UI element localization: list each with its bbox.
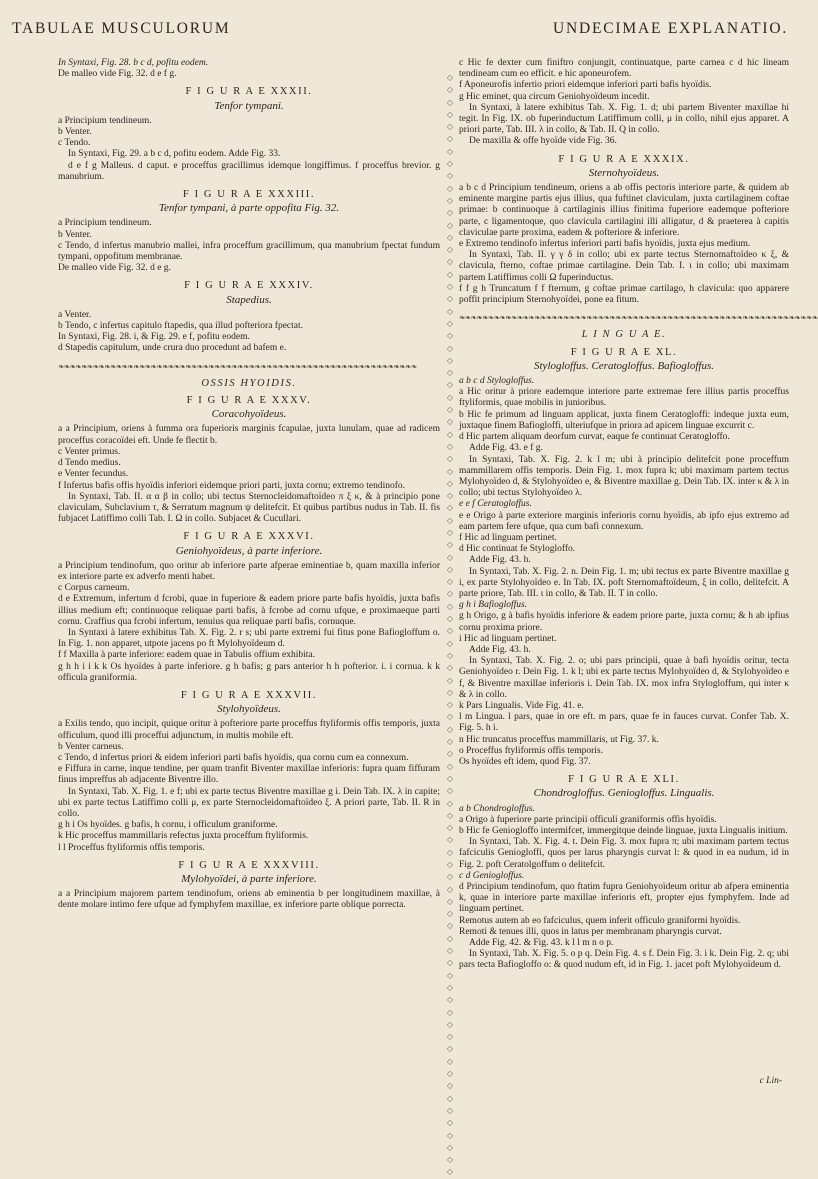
entry: In Syntaxi, à latere exhibitus Tab. X. Fig. 1. d; ubi partem Biventer maxillae hi tegit. In Fig. IX. ob fuperinductum Latiffimum colli, μ in collo, nihil ejus apparet. A priori parte, Tab. III. λ in collo, & Tab. II. Q in collo. <box>459 102 789 136</box>
entry: a Venter. <box>58 309 92 320</box>
entry: In Syntaxi, Tab. X. Fig. 1. e f; ubi ex parte tectus Biventre maxillae g i. Dein Tab. IX. λ in capite; ubi ex parte tectus Latiffimo colli μ, ex parte Sternocleidomaftoïdeo ξ. A priori parte, Tab. II. R in collo. <box>58 786 440 819</box>
entry: In Syntaxi, Tab. X. Fig. 4. t. Dein Fig. 3. mox fupra π; ubi maximam partem tectus fafciculis Geniogloffi, quos per larus pharyngis curvat l: & quod in ea nudum, id in Fig. 2. poft Ceratolgoffum o delitefcit. <box>459 837 789 870</box>
entry: In Syntaxi, Fig. 28. i, & Fig. 29. e f, pofitu eodem. <box>58 332 250 343</box>
entry: f f Maxilla à parte inferiore: eadem quae in Tabulis offium exhibita. <box>58 650 315 661</box>
entry: d Tendo medius. <box>58 458 121 469</box>
entry: b Venter. <box>58 229 92 240</box>
intro-line: In Syntaxi, Fig. 28. b c d, pofitu eodem. <box>58 58 209 68</box>
entry: a Hic oritur à priore eademque interiore parte extremae fere illius partis proceffus ftyliformis, quae mobilis in junioribus. <box>459 387 789 409</box>
entry: a b c d Principium tendineum, oriens a ab offis pectoris interiore parte, & quidem ab eminente margine partis ejus illius, qua fuftinet claviculam, juxta cartilaginem coftae primae: b continuoque à cartilaginis illius finitima fuperiore eademque pofteriore parte, c ligamentoque, quo clavicula cartilagini illi alligatur, d & praeterea à capitis claviculae parte proxima, eadem & pofteriore & inferiore. <box>459 183 789 238</box>
entry: a Principium tendineum. <box>58 115 152 126</box>
entry: a Principium tendinofum, quo oritur ab inferiore parte afperae eminentiae b, quam maxilla inferior ex interiore parte ex adverfo menti habet. <box>58 560 440 582</box>
figure-title: Tenfor tympani, à parte oppofita Fig. 32. <box>158 202 340 215</box>
entry: k Pars Lingualis. Vide Fig. 41. e. <box>459 700 584 711</box>
figure-heading: F I G U R A E XXXIX. <box>558 153 690 165</box>
figure-heading: F I G U R A E XL. <box>570 346 678 358</box>
figure-title: Stylogloffus. Ceratogloffus. Bafiogloffus. <box>534 359 714 372</box>
figure-heading: F I G U R A E XLI. <box>568 774 680 786</box>
entry: g h Origo, g à bafis hyoïdis inferiore & eadem priore parte, juxta cornu; & h ab ipfius cornu proxima priore. <box>459 611 789 633</box>
entry: Adde Fig. 43. h. <box>469 644 531 655</box>
entry: In Syntaxi, Tab. II. γ γ δ in collo; ubi ex parte tectus Sternomaftoïdeo κ ξ, & clavicula, fterno, coftae primae cartilagine. Dein Tab. I. ι in collo; ubi maximam partem Latiffimus colli Ω fuperinductus. <box>459 250 789 283</box>
figure-heading: F I G U R A E XXXVI. <box>183 531 315 543</box>
entry: In Syntaxi, Tab. X. Fig. 2. n. Dein Fig. 1. m; ubi tectus ex parte Biventre maxillae g i, ex parte Stylohyoïdeo e. In Tab. IX. poft Sternomaftoïdeum, ξ in collo, delitefcit. A parte priore, Tab. III. ι in collo, & Tab. II. T in collo. <box>459 566 789 599</box>
figure-title: Tenfor tympani. <box>214 99 284 112</box>
section-heading: L I N G U A E. <box>581 329 667 341</box>
entry: g h i Bafiogloffus. <box>459 600 528 611</box>
figure-heading: F I G U R A E XXXIII. <box>182 189 316 201</box>
entry: a a Principium, oriens à fumma ora fuperioris marginis fcapulae, juxta lunulam, quae ad radicem proceffus coracoïdei eft. Unde fe flectit b. <box>58 424 440 446</box>
ornament-rule: ❧❧❧❧❧❧❧❧❧❧❧❧❧❧❧❧❧❧❧❧❧❧❧❧❧❧❧❧❧❧❧❧❧❧❧❧❧❧❧❧❧❧❧❧❧❧❧❧❧❧❧❧❧❧❧❧❧❧❧❧❧❧ <box>58 361 417 371</box>
entry: f Aponeurofis infertio priori eidemque inferiori parti bafis hyoïdis. <box>459 80 712 91</box>
entry: e Venter fecundus. <box>58 469 129 480</box>
page-header <box>12 20 788 38</box>
figure-heading: F I G U R A E XXXIV. <box>184 280 314 292</box>
figure-title: Geniohyoïdeus, à parte inferiore. <box>175 544 323 557</box>
entry: b Tendo, c infertus capitulo ftapedis, qua illud pofteriora fpectat. <box>58 321 304 332</box>
entry: f Hic ad linguam pertinet. <box>459 532 557 543</box>
entry: n Hic truncatus proceffus mammillaris, ut Fig. 37. k. <box>459 734 659 745</box>
column-divider: ◇ ◇ ◇ ◇ ◇ ◇ ◇ ◇ ◇ ◇ ◇ ◇ ◇ ◇ ◇ ◇ ◇ ◇ ◇ ◇ ◇ ◇ ◇ ◇ ◇ ◇ ◇ ◇ ◇ ◇ ◇ ◇ ◇ ◇ ◇ ◇ ◇ ◇ ◇ ◇ ◇ ◇ ◇ ◇ ◇ ◇ ◇ ◇ ◇ ◇ ◇ ◇ ◇ ◇ ◇ ◇ ◇ ◇ ◇ ◇ ◇ ◇ ◇ ◇ ◇ ◇ ◇ ◇ ◇ ◇ ◇ ◇ ◇ ◇ ◇ ◇ ◇ ◇ ◇ ◇ ◇ ◇ ◇ ◇ ◇ ◇ ◇ ◇ ◇ ◇ <box>446 73 454 1177</box>
ornament-rule: ❧❧❧❧❧❧❧❧❧❧❧❧❧❧❧❧❧❧❧❧❧❧❧❧❧❧❧❧❧❧❧❧❧❧❧❧❧❧❧❧❧❧❧❧❧❧❧❧❧❧❧❧❧❧❧❧❧❧❧❧❧❧ <box>459 313 818 323</box>
entry: c d Geniogloffus. <box>459 870 525 881</box>
entry: i Hic ad linguam pertinet. <box>459 633 557 644</box>
figure-heading: F I G U R A E XXXVII. <box>180 689 318 701</box>
entry: In Syntaxi à latere exhibitus Tab. X. Fig. 2. r s; ubi parte extremi fui fitus pone Bafiogloffum o. In Fig. 1. non apparet, utpote jacens po ft Mylohyoïdeum d. <box>58 627 440 650</box>
entry: d e Extremum, infertum d fcrobi, quae in fuperiore & eadem priore parte bafis hyoïdis, juxta bafis illius medium eft; continuoque reliquae parti bafis, à fcrobe ad cornu ufque, e proximaeque parti cornu. Craffius qua fcrobi infertum, tenuius qua reliquae parti bafis, cornuque. <box>58 594 440 627</box>
entry: d e f g Malleus. d caput. e proceffus gracillimus idemque longiffimus. f proceffus brevior. g manubrium. <box>58 160 440 182</box>
entry: a Principium tendineum. <box>58 218 152 229</box>
entry: a b c d Stylogloffus. <box>459 376 535 387</box>
entry: a a Principium majorem partem tendinofum, oriens ab eminentia b per longitudinem maxillae, à dente molare intimo fere ufque ad fymphyfem maxillae, ex inferiore parte oblique porrecta. <box>58 889 440 911</box>
entry: Adde Fig. 42. & Fig. 43. k l l m n o p. <box>469 938 614 949</box>
entry: Adde Fig. 43. e f g. <box>469 443 543 454</box>
entry: In Syntaxi, Tab. X. Fig. 2. k l m; ubi à principio delitefcit pone proceffum mammillarem offis temporis. Dein Fig. 1. mox fupra k; ubi maximam partem tectus Mylohyoïdeo d, & Stylohyoïdeo e, & Biventre maxillae g. Dein Tab. IX. inter κ & λ in collo; ubi tectus Stylohyoïdeo λ. <box>459 454 789 499</box>
section-heading: OSSIS HYOIDIS. <box>201 377 297 389</box>
entry: In Syntaxi, Tab. II. α α β in collo; ubi tectus Sternocleidomaftoïdeo π ξ κ, & à principio pone claviculam, Subclavium τ, & Serratum magnum ψ delitefcit. Et quibus partibus nudus in Tab. II. fis fubjacet Latiffimo colli Tab. I. Ω in collo. Subjacet & Cucullari. <box>58 491 440 525</box>
entry: b Venter. <box>58 127 92 138</box>
entry: In Syntaxi, Fig. 29. a b c d, pofitu eodem. Adde Fig. 33. <box>68 149 281 160</box>
figure-heading: F I G U R A E XXXVIII. <box>178 859 320 871</box>
entry: Remotus autem ab eo fafciculus, quem inferit officulo graniformi hyoïdis. <box>459 915 741 926</box>
entry: De maxilla & offe hyoïde vide Fig. 36. <box>469 136 617 147</box>
figure-title: Sternohyoïdeus. <box>588 166 660 179</box>
entry: a Exilis tendo, quo incipit, quique oritur à pofteriore parte proceffus ftyliformis offis temporis, juxta officulum, quod illi proceffui adjunctum, in multis mobile eft. <box>58 719 440 741</box>
entry: l l Proceffus ftyliformis offis temporis. <box>58 842 205 853</box>
right-column <box>459 58 818 1084</box>
entry: c Hic fe dexter cum finiftro conjungit, continuatque, parte carnea c d hic lineam tendineam cum eo efficit. e hic aponeurofem. <box>459 58 789 80</box>
figure-heading: F I G U R A E XXXV. <box>186 395 312 407</box>
entry: b Hic fe Geniogloffo intermifcet, immergitque deinde linguae, juxta Lingualis initium. <box>459 826 788 836</box>
entry: e e Origo à parte exteriore marginis inferioris cornu hyoïdis, ab ipfo ejus extremo ad eam partem fere ufque, qua cum bafi connexum. <box>459 510 789 532</box>
entry: a b Chondrogloffus. <box>459 803 535 814</box>
entry: e Fiffura in carne, inque tendine, per quam tranfit Biventer maxillae inferioris: fupra quam fiffuram finus impreffus ab adjacente Biventre illo. <box>58 764 440 786</box>
entry: d Stapedis capitulum, unde crura duo procedunt ad bafem e. <box>58 343 287 354</box>
entry: c Tendo, d infertus priori & eidem inferiori parti bafis hyoïdis, qua cornu cum ea connexum. <box>58 752 409 763</box>
left-column <box>58 58 440 1084</box>
entry: c Tendo. <box>58 138 91 149</box>
entry: Os hyoïdes eft idem, quod Fig. 37. <box>459 756 591 767</box>
entry: l m Lingua. l pars, quae in ore eft. m pars, quae fe in fauces curvat. Confer Tab. X. Fig. 5. h i. <box>459 712 789 734</box>
entry: b Venter carneus. <box>58 741 124 752</box>
entry: g h h i i k k Os hyoïdes à parte inferiore. g h bafis; g pars anterior h h pofterior. i. i cornua. k k officula graniformia. <box>58 661 440 683</box>
entry: d Principium tendinofum, quo ftatim fupra Geniohyoïdeum oritur ab afpera eminentia k, quae in interiore parte maxillae inferioris eft, propter ejus fymphyfem. Inde ad linguam pertinet. <box>459 882 789 915</box>
catchword: c Lin- <box>759 1076 782 1086</box>
header-left: TABULAE MUSCULORUM <box>12 20 231 37</box>
intro-line: De malleo vide Fig. 32. d e f g. <box>58 69 177 80</box>
entry: e e f Ceratogloffus. <box>459 499 532 510</box>
figure-title: Coracohyoïdeus. <box>211 408 287 421</box>
entry: b Hic fe primum ad linguam applicat, juxta finem Ceratogloffi: indeque juxta eum, juxtaque finem Bafiogloffi, ulteriufque in priora ad apicem linguae excurrit c. <box>459 409 789 431</box>
entry: c Tendo, d infertus manubrio mallei, infra proceffum gracillimum, qua manubrium fpectat fundum tympani, oppofitum membranae. <box>58 240 440 263</box>
entry: f f g h Truncatum f f fternum, g coftae primae cartilago, h clavicula: quo apparere poffit principium Sternohyoïdei, pone ea fitum. <box>459 283 789 306</box>
entry: d Hic continuat fe Stylogloffo. <box>459 544 576 555</box>
entry: c Venter primus. <box>58 446 121 457</box>
figure-heading: F I G U R A E XXXII. <box>185 86 313 98</box>
entry: f Infertus bafis offis hyoïdis inferiori eidemque priori parti, juxta cornu; extremo tendinofo. <box>58 480 406 491</box>
entry: g Hic eminet, qua circum Geniohyoïdeum incedit. <box>459 91 650 102</box>
entry: c Corpus carneum. <box>58 583 130 594</box>
entry: a Origo à fuperiore parte principii officuli graniformis offis hyoïdis. <box>459 814 717 825</box>
entry: In Syntaxi, Tab. X. Fig. 2. o; ubi pars principii, quae à bafi hyoïdis oritur, tecta Geniohyoïdeo r. Dein Fig. 1. k l; ubi ex parte tectus Mylohyoïdeo d, & Stylohyoïdeo e f, & Biventre maxillae inferioris i. Dein Tab. IX. mox infra Stylogloffum, qui inter κ & λ in collo. <box>459 656 789 700</box>
entry: d Hic partem aliquam deorfum curvat, eaque fe continuat Ceratogloffo. <box>459 432 730 443</box>
entry: o Proceffus ftyliformis offis temporis. <box>459 745 603 756</box>
figure-title: Chondrogloffus. Geniogloffus. Lingualis. <box>533 787 715 800</box>
entry: Adde Fig. 43. h. <box>469 555 531 566</box>
entry: k Hic proceffus mammillaris refectus juxta proceffum ftyliformis. <box>58 831 309 842</box>
entry: e Extremo tendinofo infertus inferiori parti bafis hyoïdis, juxta ejus medium. <box>459 239 751 250</box>
header-right: UNDECIMAE EXPLANATIO. <box>553 20 788 37</box>
figure-title: Stylohyoïdeus. <box>217 703 281 716</box>
entry: g h i Os hyoïdes. g bafis, h cornu, i officulum graniforme. <box>58 820 278 831</box>
entry: In Syntaxi, Tab. X. Fig. 5. o p q. Dein Fig. 4. s f. Dein Fig. 3. i k. Dein Fig. 2. q; ubi pars tecta Bafiogloffo o: & quod nudum eft, id in Fig. 1. jacet poft Mylohyoïdeum d. <box>459 949 789 971</box>
entry: Remoti & tenues illi, quos in latus per membranam pharyngis curvat. <box>459 926 722 937</box>
figure-title: Mylohyoïdei, à parte inferiore. <box>181 873 317 885</box>
entry: De malleo vide Fig. 32. d e g. <box>58 263 171 274</box>
figure-title: Stapedius. <box>226 293 272 306</box>
